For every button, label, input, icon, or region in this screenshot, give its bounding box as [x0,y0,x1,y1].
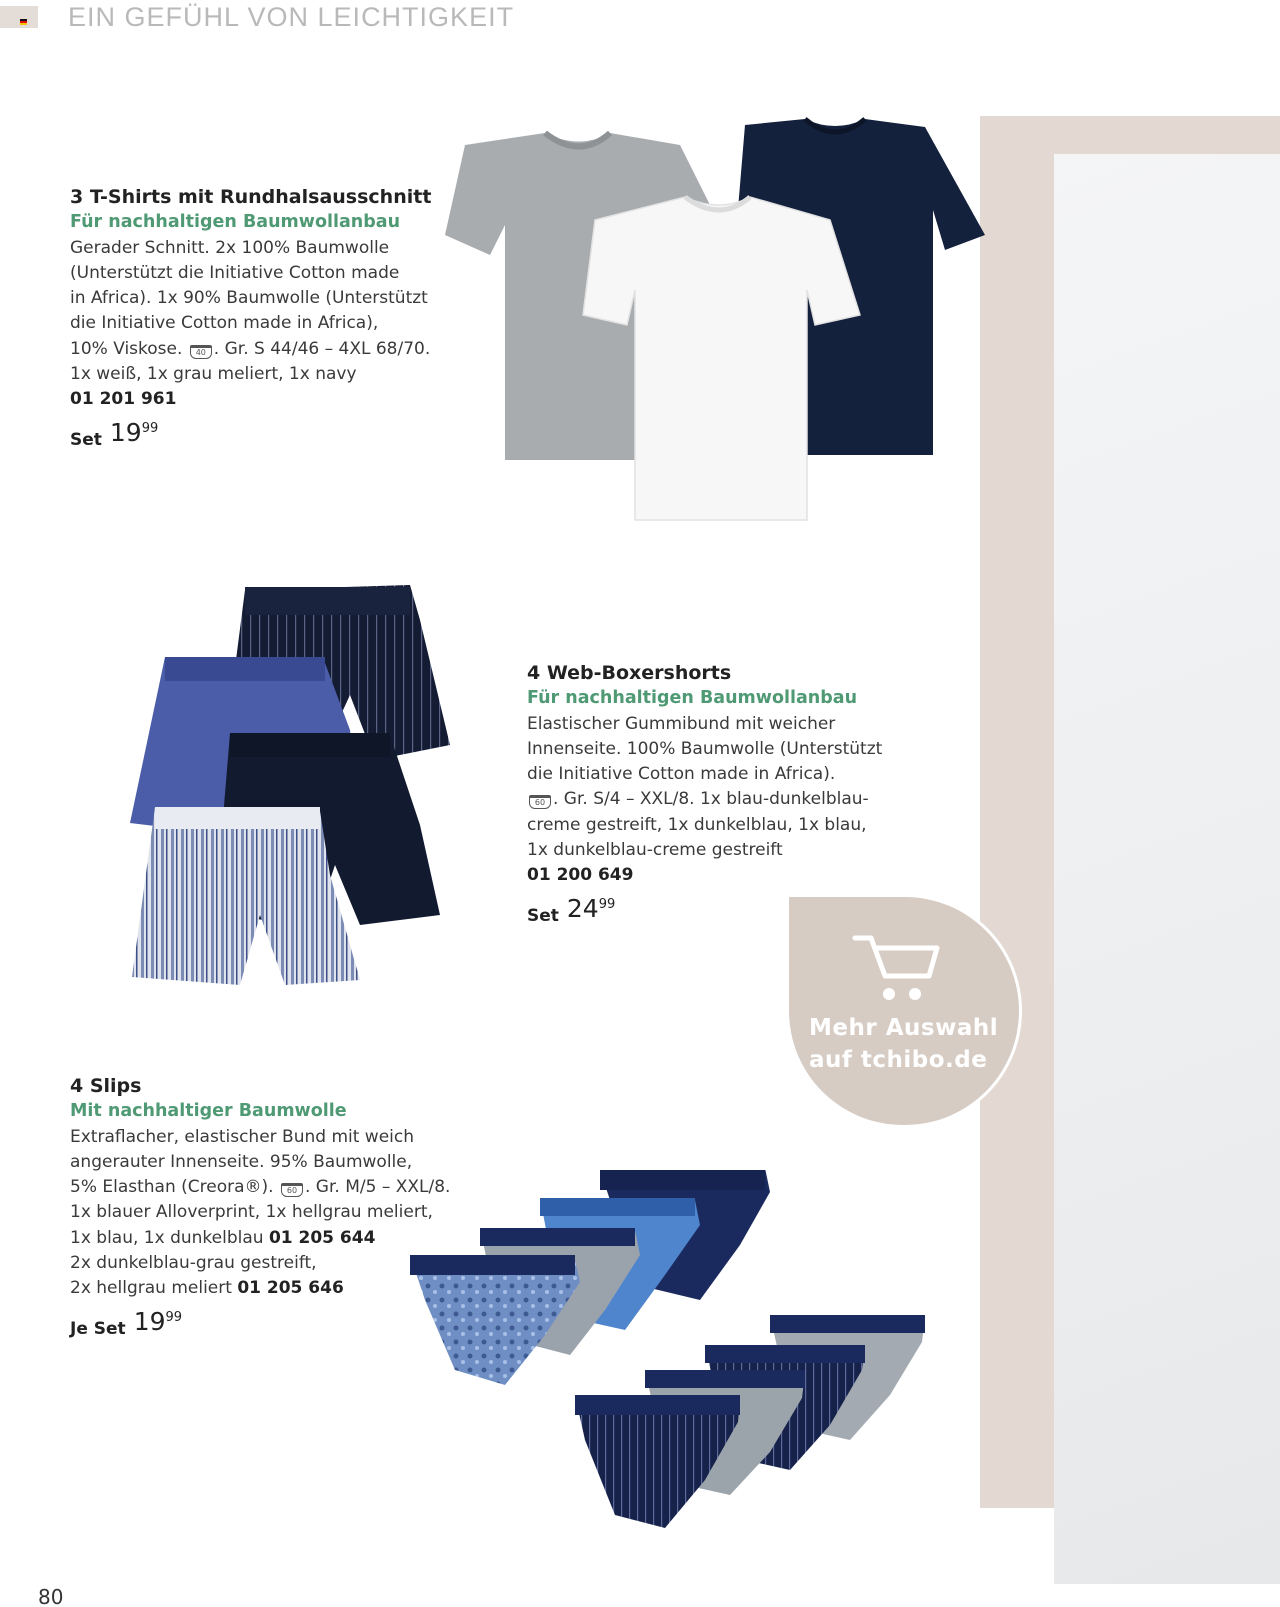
product-title: 4 Web-Boxershorts [527,662,732,684]
boxershorts-product-image [120,585,470,995]
product-description: Elastischer Gummibund mit weicher Innenseite. 100% Baumwolle (Unterstützt die Initiative Cotton made in Africa). 60 . Gr. S/4 – XXL/8. 1x blau-dunkelblau- creme gestreift, 1x dunkelblau, 1x blau, 1x dunkelblau-creme gestreift [527,713,883,861]
product-subtitle: Für nachhaltigen Baumwollanbau [527,688,858,709]
product-subtitle: Für nachhaltigen Baumwollanbau [70,212,401,233]
article-number: 01 200 649 [527,865,634,886]
flag-icon [20,19,27,25]
page-number: 80 [38,1585,64,1607]
tshirts-product-image [445,115,1000,530]
product-title: 3 T-Shirts mit Rundhalsausschnitt [70,186,432,208]
page-header-title: EIN GEFÜHL VON LEICHTIGKEIT [68,2,515,32]
more-selection-link[interactable] [789,897,1019,1125]
price: Set 24 99 [527,893,616,926]
light-background-panel [1054,154,1280,1584]
wash-40-icon: 40 [190,345,212,359]
slips-product-image [410,1170,950,1550]
product-description: Extraflacher, elastischer Bund mit weich angerauter Innenseite. 95% Baumwolle, 5% Elasthan (Creora®). 60 . Gr. M/5 – XXL/8. 1x blauer Alloverprint, 1x hellgrau meliert, 1x blau, 1x dunkelblau 01 205 644 2x dunkelblau-grau gestreift, 2x hellgrau meliert 01 205 646 [70,1126,451,1299]
price: Set 19 99 [70,417,159,450]
article-number: 01 201 961 [70,389,177,410]
shopping-cart-icon [851,932,941,1006]
wash-60-icon: 60 [281,1183,303,1197]
wash-60-icon: 60 [529,795,551,809]
price: Je Set 19 99 [70,1306,183,1339]
article-number: 01 205 644 [268,1227,376,1248]
cta-text: Mehr Auswahl auf tchibo.de [809,1015,999,1073]
product-description: Gerader Schnitt. 2x 100% Baumwolle (Unterstützt die Initiative Cotton made in Africa). 1x 90% Baumwolle (Unterstützt die Initiative Cotton made in Africa), 10% Viskose. 40 . Gr. S 44/46 – 4XL 68/70. 1x weiß, 1x grau meliert, 1x navy [70,237,431,385]
product-subtitle: Mit nachhaltiger Baumwolle [70,1101,347,1122]
product-tshirts [70,185,470,453]
header-tab [0,6,38,28]
product-title: 4 Slips [70,1075,142,1097]
article-number: 01 205 646 [237,1278,344,1299]
product-boxershorts [527,661,927,929]
